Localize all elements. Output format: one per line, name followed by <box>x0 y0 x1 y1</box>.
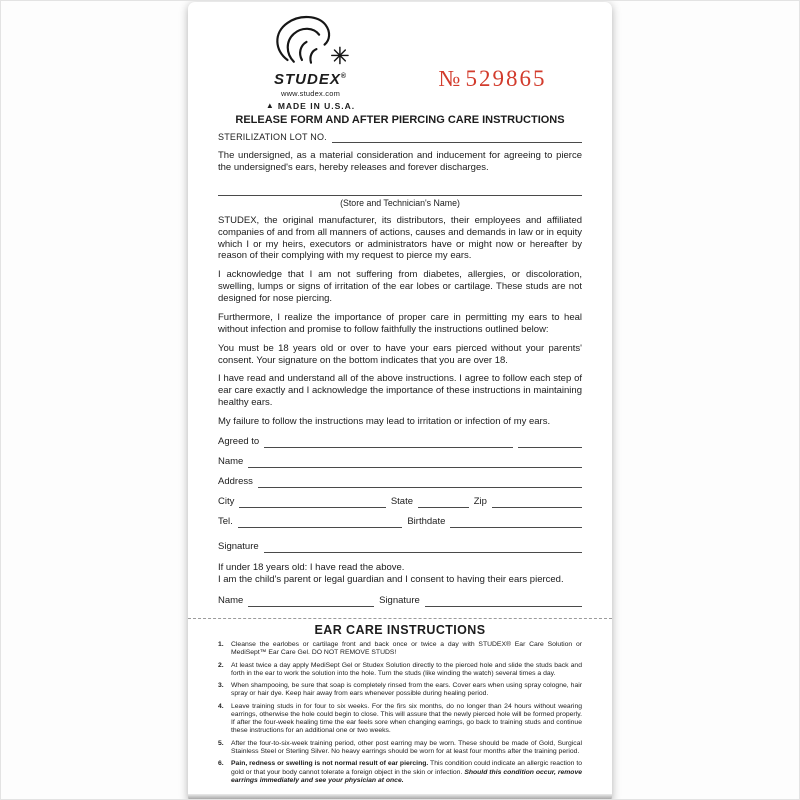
care-instruction-item-4 <box>218 703 582 736</box>
state-line <box>418 498 469 508</box>
item-number: 4. <box>218 702 224 710</box>
item-body: When shampooing, be sure that soap is completely rinsed from the ears. Cover ears when using spray cologne, hair spray or hair dye. Keep hair away from ears whenever possible during healing period. <box>231 682 582 698</box>
item-number: 2. <box>218 661 224 669</box>
para-acknowledge: I acknowledge that I am not suffering from diabetes, allergies, or discoloration, swelling, lumps or signs of irritation of the ear lobes or cartilage. These studs are not designed for nose piercing. <box>218 269 582 304</box>
para-studex-release: STUDEX, the original manufacturer, its distributors, their employees and affiliated companies of and from all manners of actions, causes and demands in law or in equity which I or my heirs, executors or administrators have or might now or hereafter by reason of their complying with my request to pierce my ears. <box>218 214 582 262</box>
item-body: At least twice a day apply MediSept Gel or Studex Solution directly to the pierced hole and slide the studs back and forth in the ear to work the solution into the hole. Turn the studs (like winding the watch) several times a day. <box>231 661 582 677</box>
zip-line <box>492 498 582 508</box>
triangle-logo-icon: ▲ <box>265 101 275 110</box>
care-instructions-list <box>218 641 582 785</box>
serial-digits: 529865 <box>465 66 547 91</box>
item-body: Leave training studs in for four to six weeks. For the firs six months, do no longer than 24 hours without wearing earrings, otherwise the hole could begin to close. This will assure that the newly pierced hole will be formed properly. If after the four-week healing time the ear feels sore when changing earrings, go back to training studs and continue these instructions for an additional one or two weeks. <box>231 702 582 735</box>
care-instructions-heading: EAR CARE INSTRUCTIONS <box>314 622 486 637</box>
sterilization-row <box>218 132 582 143</box>
care-instruction-item-3 <box>218 682 582 699</box>
care-instruction-item-1 <box>218 641 582 658</box>
store-name-line <box>218 184 582 196</box>
city-label: City <box>218 495 235 507</box>
serial-prefix: № <box>438 66 461 91</box>
under18-line1: If under 18 years old: I have read the above. <box>218 561 405 573</box>
signature-line <box>264 543 582 553</box>
city-line <box>239 498 385 508</box>
address-label: Address <box>218 475 253 487</box>
brand-text: STUDEX <box>273 71 341 88</box>
agreed-line <box>264 438 513 448</box>
item-body: This condition could indicate an allergic reaction to gold or that your body cannot tolerate a foreign object in the skin or infection. <box>231 760 582 776</box>
minor-name-label: Name <box>218 594 244 606</box>
serial-number <box>403 10 582 92</box>
minor-name-line <box>248 597 374 607</box>
form-title: RELEASE FORM AND AFTER PIERCING CARE INSTRUCTIONS <box>235 114 565 126</box>
minor-signature-line <box>425 597 582 607</box>
para-age-requirement: You must be 18 years old or over to have your ears pierced without your parents' consent. Your signature on the bottom indicates that you are over 18. <box>218 342 582 366</box>
address-line <box>258 478 582 488</box>
signature-row <box>218 541 582 553</box>
birthdate-label: Birthdate <box>407 515 446 527</box>
item-number: 1. <box>218 640 224 648</box>
item-text <box>231 682 582 699</box>
care-instruction-item-6 <box>218 760 582 785</box>
made-in-line <box>266 101 355 111</box>
address-row <box>218 476 582 488</box>
agreed-date-line <box>518 438 582 448</box>
under18-line2: I am the child's parent or legal guardian and I consent to having their ears pierced. <box>218 574 564 586</box>
item-tail: Should this condition occur, remove earrings immediately and see your physician at once. <box>231 768 583 784</box>
item-body: After the four-to-six-week training period, other post earring may be worn. These should be made of Gold, Surgical Stainless Steel or Sterling Silver. No heavy earrings should be worn for at least four months after the training period. <box>231 739 582 756</box>
sterilization-label: STERILIZATION LOT NO. <box>218 132 327 142</box>
agreed-label: Agreed to <box>218 435 260 447</box>
registered-mark: ® <box>340 73 347 80</box>
item-number: 5. <box>218 739 224 747</box>
item-lead: Pain, redness or swelling is not normal result of ear piercing. <box>231 760 429 768</box>
agreed-row <box>218 436 582 448</box>
para-read-understand: I have read and understand all of the above instructions. I agree to follow each step of ear care exactly and I acknowledge the importance of these instructions in maintaining healthy ears. <box>218 373 582 409</box>
item-text <box>231 662 582 679</box>
card-bottom-edge <box>188 794 612 800</box>
brand-wordmark <box>274 71 347 88</box>
care-instruction-item-2 <box>218 662 582 679</box>
item-text <box>231 703 582 736</box>
name-line <box>248 458 582 468</box>
para-failure: My failure to follow the instructions may lead to irritation or infection of my ears. <box>218 416 551 427</box>
zip-label: Zip <box>473 495 487 507</box>
item-text <box>231 760 582 785</box>
item-text <box>231 740 582 757</box>
minor-name-signature-row <box>218 595 582 607</box>
birthdate-line <box>450 518 582 528</box>
made-in-text: MADE IN U.S.A. <box>277 101 356 111</box>
item-text <box>231 641 582 658</box>
item-body: Cleanse the earlobes or cartilage front and back once or twice a day with STUDEX® Ear Care Solution or MediSept™ Ear Care Gel. DO NOT REMOVE STUDS! <box>231 640 582 657</box>
para-undersigned: The undersigned, as a material consideration and inducement for agreeing to pierce the undersigned's ears, hereby releases and forever discharges. <box>218 150 582 173</box>
item-number: 3. <box>218 682 224 690</box>
tel-birthdate-row <box>218 516 582 528</box>
name-row <box>218 456 582 468</box>
para-furthermore: Furthermore, I realize the importance of proper care in permitting my ears to heal without infection and promise to follow faithfully the instructions outlined below: <box>218 311 582 335</box>
state-label: State <box>390 495 413 507</box>
care-instruction-item-5 <box>218 740 582 757</box>
store-caption: (Store and Technician's Name) <box>340 197 460 208</box>
brand-block <box>218 10 403 111</box>
sterilization-lot-line <box>332 133 582 143</box>
tel-label: Tel. <box>218 515 233 527</box>
studex-woman-logo-icon <box>259 13 363 69</box>
release-form-card <box>188 2 612 800</box>
brand-website: www.studex.com <box>280 89 341 98</box>
city-state-zip-row <box>218 496 582 508</box>
store-name-block <box>218 184 582 208</box>
minor-signature-label: Signature <box>379 594 420 606</box>
tel-line <box>238 518 403 528</box>
under18-block <box>218 562 582 587</box>
item-number: 6. <box>218 760 224 768</box>
signature-label: Signature <box>218 540 259 552</box>
form-header <box>218 10 582 111</box>
perforation-divider <box>188 618 612 619</box>
name-label: Name <box>218 455 244 467</box>
